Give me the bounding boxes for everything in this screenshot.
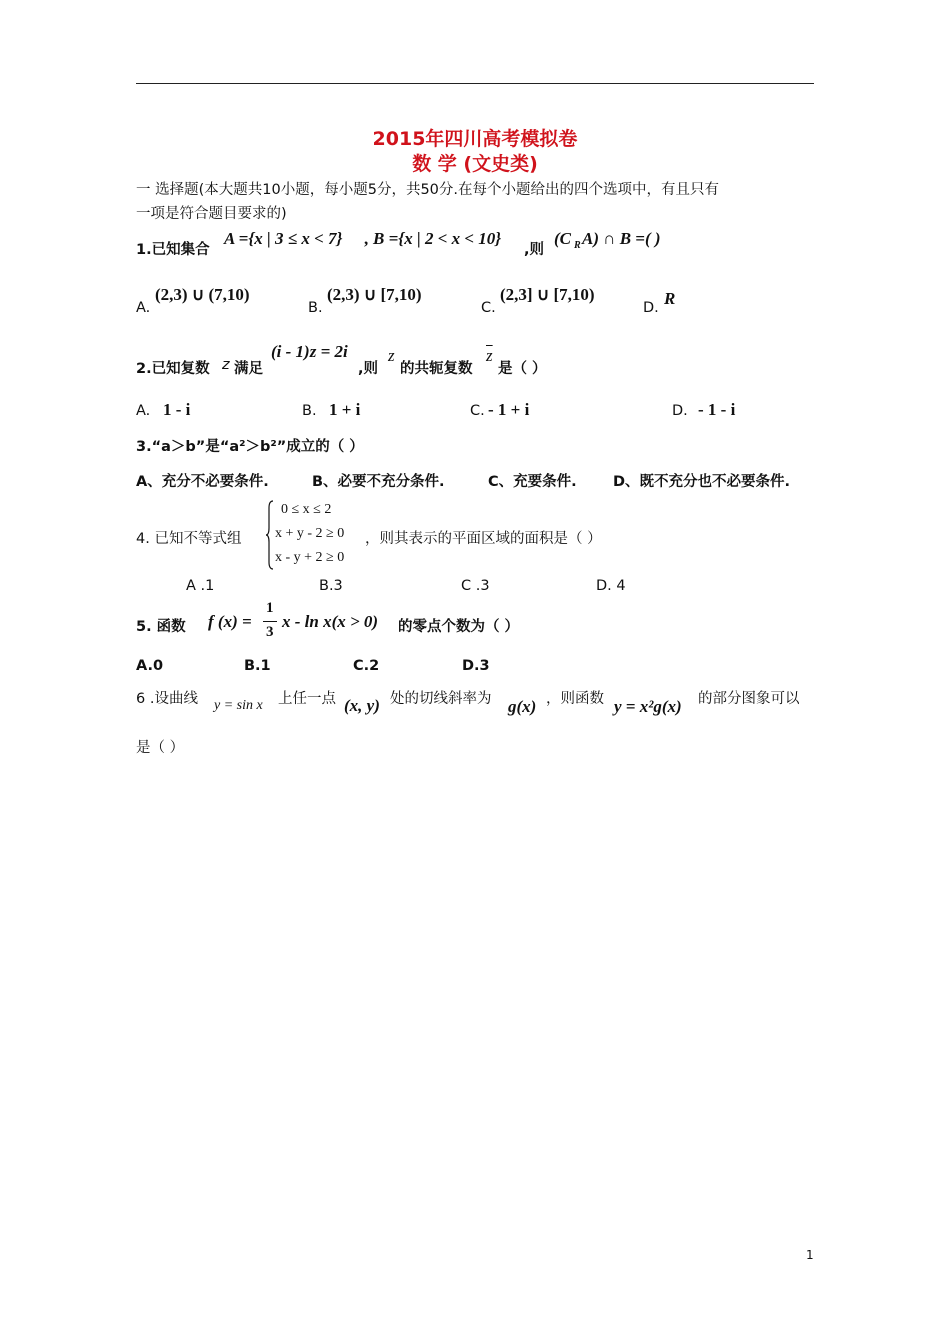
- page-subtitle: 数 学 (文史类): [412, 153, 538, 175]
- q2-end: 是（ ）: [498, 361, 547, 377]
- q2-z2: z: [388, 346, 395, 365]
- q4-option-d: D. 4: [596, 578, 626, 594]
- brace-icon: [266, 500, 274, 570]
- header-rule: [136, 83, 814, 84]
- page-number: 1: [806, 1248, 814, 1262]
- q1-set-b: B ={x | 2 < x < 10}: [373, 229, 502, 248]
- q2-then: ,则: [358, 361, 379, 377]
- q2-z: z: [222, 357, 230, 373]
- q4-prefix: 4. 已知不等式组: [136, 531, 242, 547]
- q1-option-c: (2,3] ∪ [7,10): [500, 285, 595, 304]
- q2-equation: (i - 1)z = 2i: [271, 342, 348, 361]
- q1-prefix: 1.已知集合: [136, 242, 210, 258]
- q5-prefix: 5. 函数: [136, 619, 186, 635]
- q1-option-a: (2,3) ∪ (7,10): [155, 285, 250, 304]
- q2-option-a-label: A.: [136, 403, 151, 419]
- q5-rest: x - ln x(x > 0): [282, 612, 379, 631]
- q5-option-c: C.2: [353, 658, 380, 674]
- q2-option-b-label: B.: [302, 403, 317, 419]
- q1-sub: R: [574, 240, 581, 251]
- q4-inequality-3: x - y + 2 ≥ 0: [275, 550, 345, 565]
- q3-option-b: B、必要不充分条件.: [312, 474, 445, 490]
- q5-option-d: D.3: [462, 658, 490, 674]
- q2-mid2: 的共轭复数: [400, 361, 473, 377]
- q1-option-b: (2,3) ∪ [7,10): [327, 285, 422, 304]
- q2-option-a: 1 - i: [163, 400, 191, 419]
- q3-option-d: D、既不充分也不必要条件.: [613, 474, 791, 490]
- q2-prefix: 2.已知复数: [136, 361, 210, 377]
- q5-suffix: 的零点个数为（ ）: [398, 619, 520, 635]
- q4-option-a: A .1: [186, 578, 215, 594]
- q4-inequality-1: 0 ≤ x ≤ 2: [281, 502, 332, 517]
- q6-function: y = x²g(x): [614, 697, 682, 716]
- q1-expr2: A) ∩ B =( ): [582, 229, 661, 248]
- q6-mid2: 处的切线斜率为: [390, 691, 492, 707]
- q1-option-d-label: D.: [643, 300, 659, 316]
- q2-zbar: $\overline{z}$: [486, 346, 493, 365]
- q3-text: 3.“a＞b”是“a²＞b²”成立的（ ）: [136, 439, 364, 455]
- q6-g: g(x): [508, 697, 537, 716]
- q1-then: ,则: [524, 242, 545, 258]
- q2-option-c-label: C.: [470, 403, 485, 419]
- q2-option-b: 1 + i: [329, 400, 361, 419]
- q1-set-a: A ={x | 3 ≤ x < 7}: [224, 229, 343, 248]
- q6-mid3: ，则函数: [546, 691, 604, 707]
- q5-fraction-den: 3: [266, 624, 274, 640]
- q5-option-b: B.1: [244, 658, 271, 674]
- q3-option-c: C、充要条件.: [488, 474, 577, 490]
- q5-function: f (x) =: [208, 612, 252, 631]
- q2-option-d: - 1 - i: [698, 400, 736, 419]
- q1-option-d: R: [664, 289, 676, 308]
- q1-option-a-label: A.: [136, 300, 151, 316]
- q4-option-b: B.3: [319, 578, 343, 594]
- q6-mid4: 的部分图象可以: [698, 691, 800, 707]
- q6-point: (x, y): [344, 696, 380, 715]
- q1-expr: (C: [554, 229, 571, 248]
- section-intro-line2: 一项是符合题目要求的): [136, 206, 287, 222]
- q1-option-b-label: B.: [308, 300, 323, 316]
- q6-mid1: 上任一点: [278, 691, 336, 707]
- fraction-bar: [263, 621, 277, 622]
- q6-curve: y = sin x: [214, 698, 263, 713]
- q5-option-a: A.0: [136, 658, 164, 674]
- q3-option-a: A、充分不必要条件.: [136, 474, 269, 490]
- q5-fraction-num: 1: [266, 600, 274, 616]
- q6-prefix: 6 .设曲线: [136, 691, 198, 707]
- q4-option-c: C .3: [461, 578, 490, 594]
- page-title: 2015年四川高考模拟卷: [372, 128, 578, 150]
- q4-inequality-2: x + y - 2 ≥ 0: [275, 526, 345, 541]
- section-intro-line1: 一 选择题(本大题共10小题，每小题5分，共50分.在每个小题给出的四个选项中，有且只有: [136, 182, 719, 198]
- q4-suffix: ，则其表示的平面区域的面积是（ ）: [365, 531, 602, 547]
- q6-line2: 是（ ）: [136, 740, 185, 756]
- q1-option-c-label: C.: [481, 300, 496, 316]
- q2-mid: 满足: [234, 361, 263, 377]
- q2-option-d-label: D.: [672, 403, 688, 419]
- q1-sep: ,: [364, 229, 369, 248]
- q2-option-c: - 1 + i: [488, 400, 530, 419]
